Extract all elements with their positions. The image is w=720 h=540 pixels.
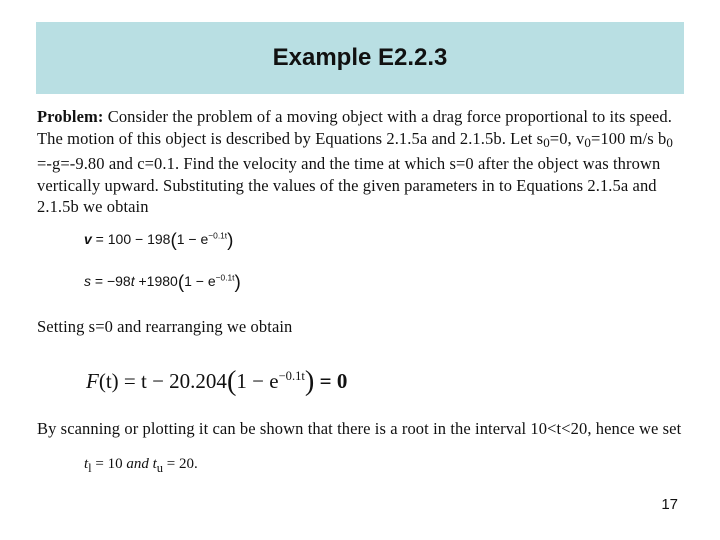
subscript-v: 0 (584, 134, 591, 150)
scanning-text: By scanning or plotting it can be shown that there is a root in the interval 10<t<20, hence we set (37, 419, 682, 438)
problem-text-1: Consider the problem of a moving object with a drag force proportional to its speed. The motion of this object is described by Equations 2.1.5a and 2.1.5b. Let s (37, 107, 672, 148)
problem-text-4: =-g=-9.80 and c=0.1. Find the velocity and the time at which s=0 after the object was thrown vertically upward. Substituting the values of the given parameters in to Equations 2.1.5a and 2.1.5b we obtain (37, 154, 661, 216)
f-equation: $F(t) = t - 20.204(1 - e^{-0.1t}) = 0$ (86, 366, 348, 397)
subscript-b: 0 (666, 134, 673, 150)
problem-text-2: =0, v (549, 128, 585, 148)
subscript-s: 0 (543, 134, 550, 150)
slide-title: Example E2.2.3 (272, 44, 448, 71)
interval-bounds: $t_l = 10$ and $t_u = 20$. (84, 456, 198, 475)
title-bar (36, 22, 684, 94)
page-number: 17 (661, 496, 678, 513)
problem-paragraph (37, 106, 687, 218)
velocity-equation: $v = 100 - 198(1 - e^{-0.1t})$ (84, 230, 234, 251)
problem-label: Problem: (37, 107, 104, 126)
setting-text: Setting s=0 and rearranging we obtain (37, 317, 293, 336)
problem-text-3: =100 m/s b (590, 128, 667, 148)
position-equation: $s = -98t +1980(1 - e^{-0.1t})$ (84, 272, 241, 293)
